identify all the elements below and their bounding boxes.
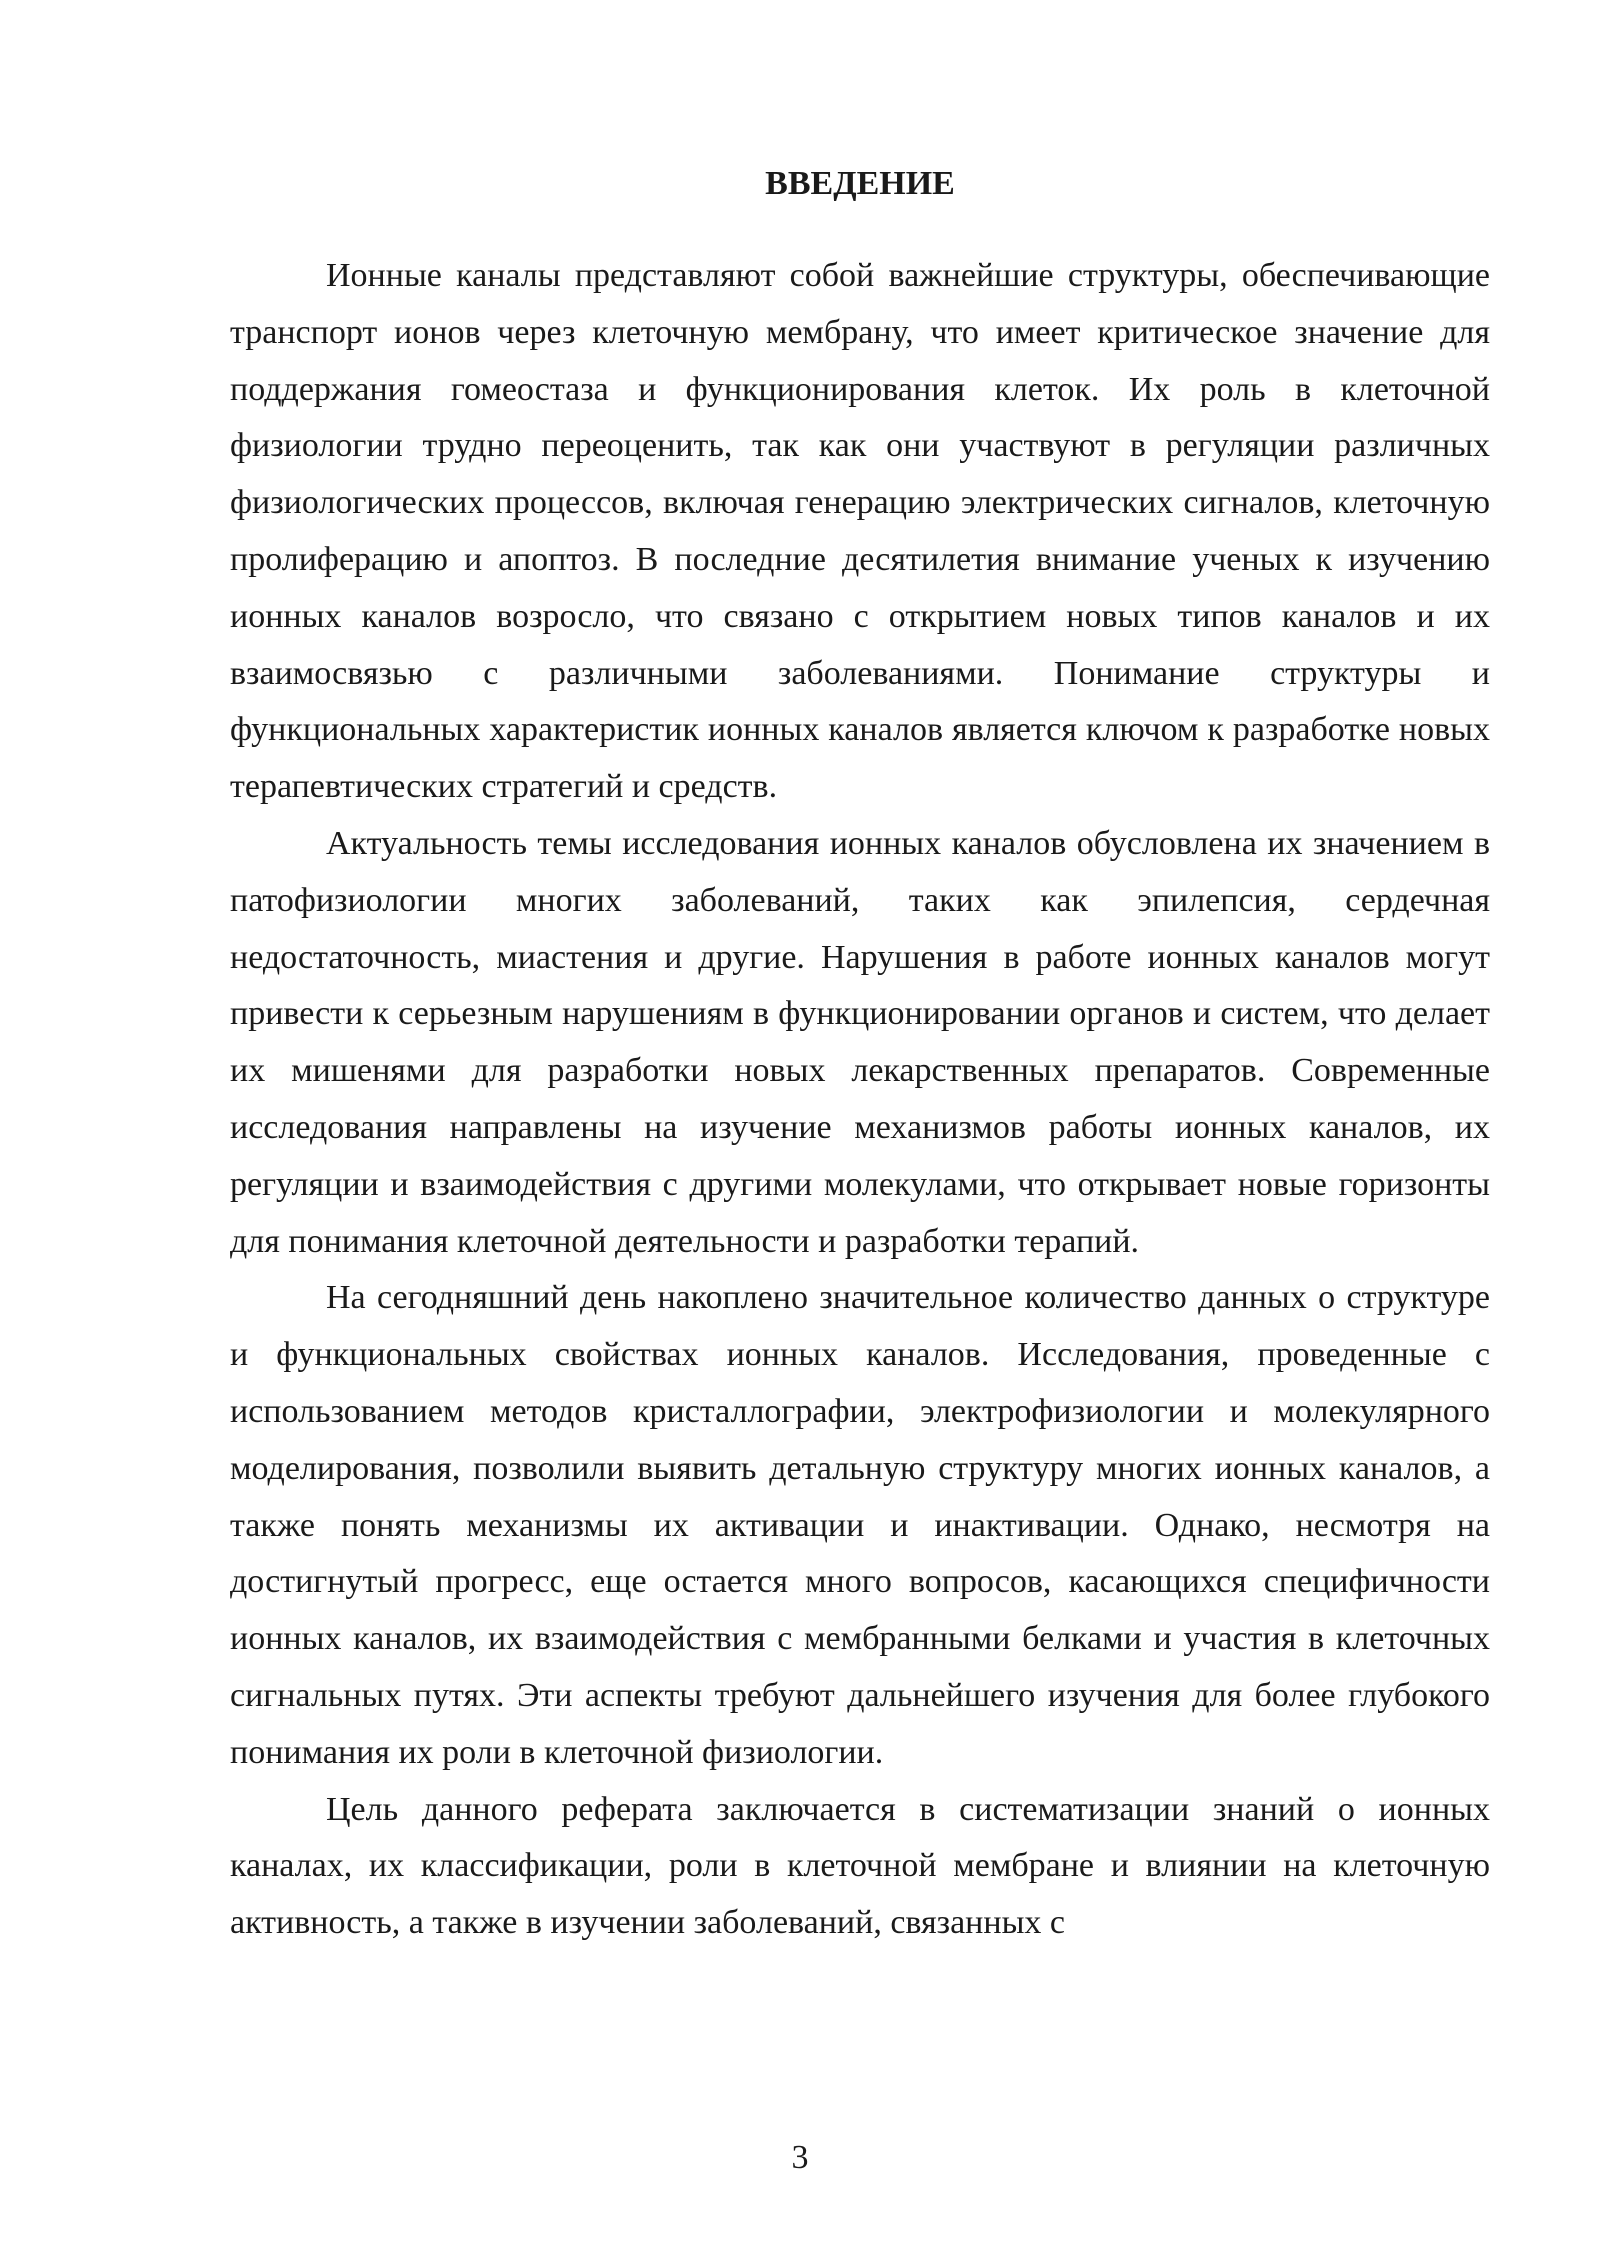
paragraph-2: Актуальность темы исследования ионных каналов обусловлена их значением в патофизиологии многих заболеваний, таких как эпилепсия, сердечная недостаточность, миастения и другие. Нарушения в работе ионных каналов могут привести к серьезным нарушениям в функционировании органов и систем, что делает их мишенями для разработки новых лекарственных препаратов. Современные исследования направлены на изучение механизмов работы ионных каналов, их регуляции и взаимодействия с другими молекулами, что открывает новые горизонты для понимания клеточной деятельности и разработки терапий. [230,824,1490,1260]
body-text [230,248,1490,1952]
section-heading: ВВЕДЕНИЕ [765,165,955,202]
paragraph-4: Цель данного реферата заключается в систематизации знаний о ионных каналах, их классификации, роли в клеточной мембране и влиянии на клеточную активность, а также в изучении заболеваний, связанных с [230,1790,1490,1942]
paragraph-3: На сегодняшний день накоплено значительное количество данных о структуре и функциональных свойствах ионных каналов. Исследования, проведенные с использованием методов кристаллографии, электрофизиологии и молекулярного моделирования, позволили выявить детальную структуру многих ионных каналов, а также понять механизмы их активации и инактивации. Однако, несмотря на достигнутый прогресс, еще остается много вопросов, касающихся специфичности ионных каналов, их взаимодействия с мембранными белками и участия в клеточных сигнальных путях. Эти аспекты требуют дальнейшего изучения для более глубокого понимания их роли в клеточной физиологии. [230,1279,1490,1771]
paragraph-1: Ионные каналы представляют собой важнейшие структуры, обеспечивающие транспорт ионов через клеточную мембрану, что имеет критическое значение для поддержания гомеостаза и функционирования клеток. Их роль в клеточной физиологии трудно переоценить, так как они участвуют в регуляции различных физиологических процессов, включая генерацию электрических сигналов, клеточную пролиферацию и апоптоз. В последние десятилетия внимание ученых к изучению ионных каналов возросло, что связано с открытием новых типов каналов и их взаимосвязью с различными заболеваниями. Понимание структуры и функциональных характеристик ионных каналов является ключом к разработке новых терапевтических стратегий и средств. [230,257,1490,806]
page-number: 3 [791,2139,809,2176]
